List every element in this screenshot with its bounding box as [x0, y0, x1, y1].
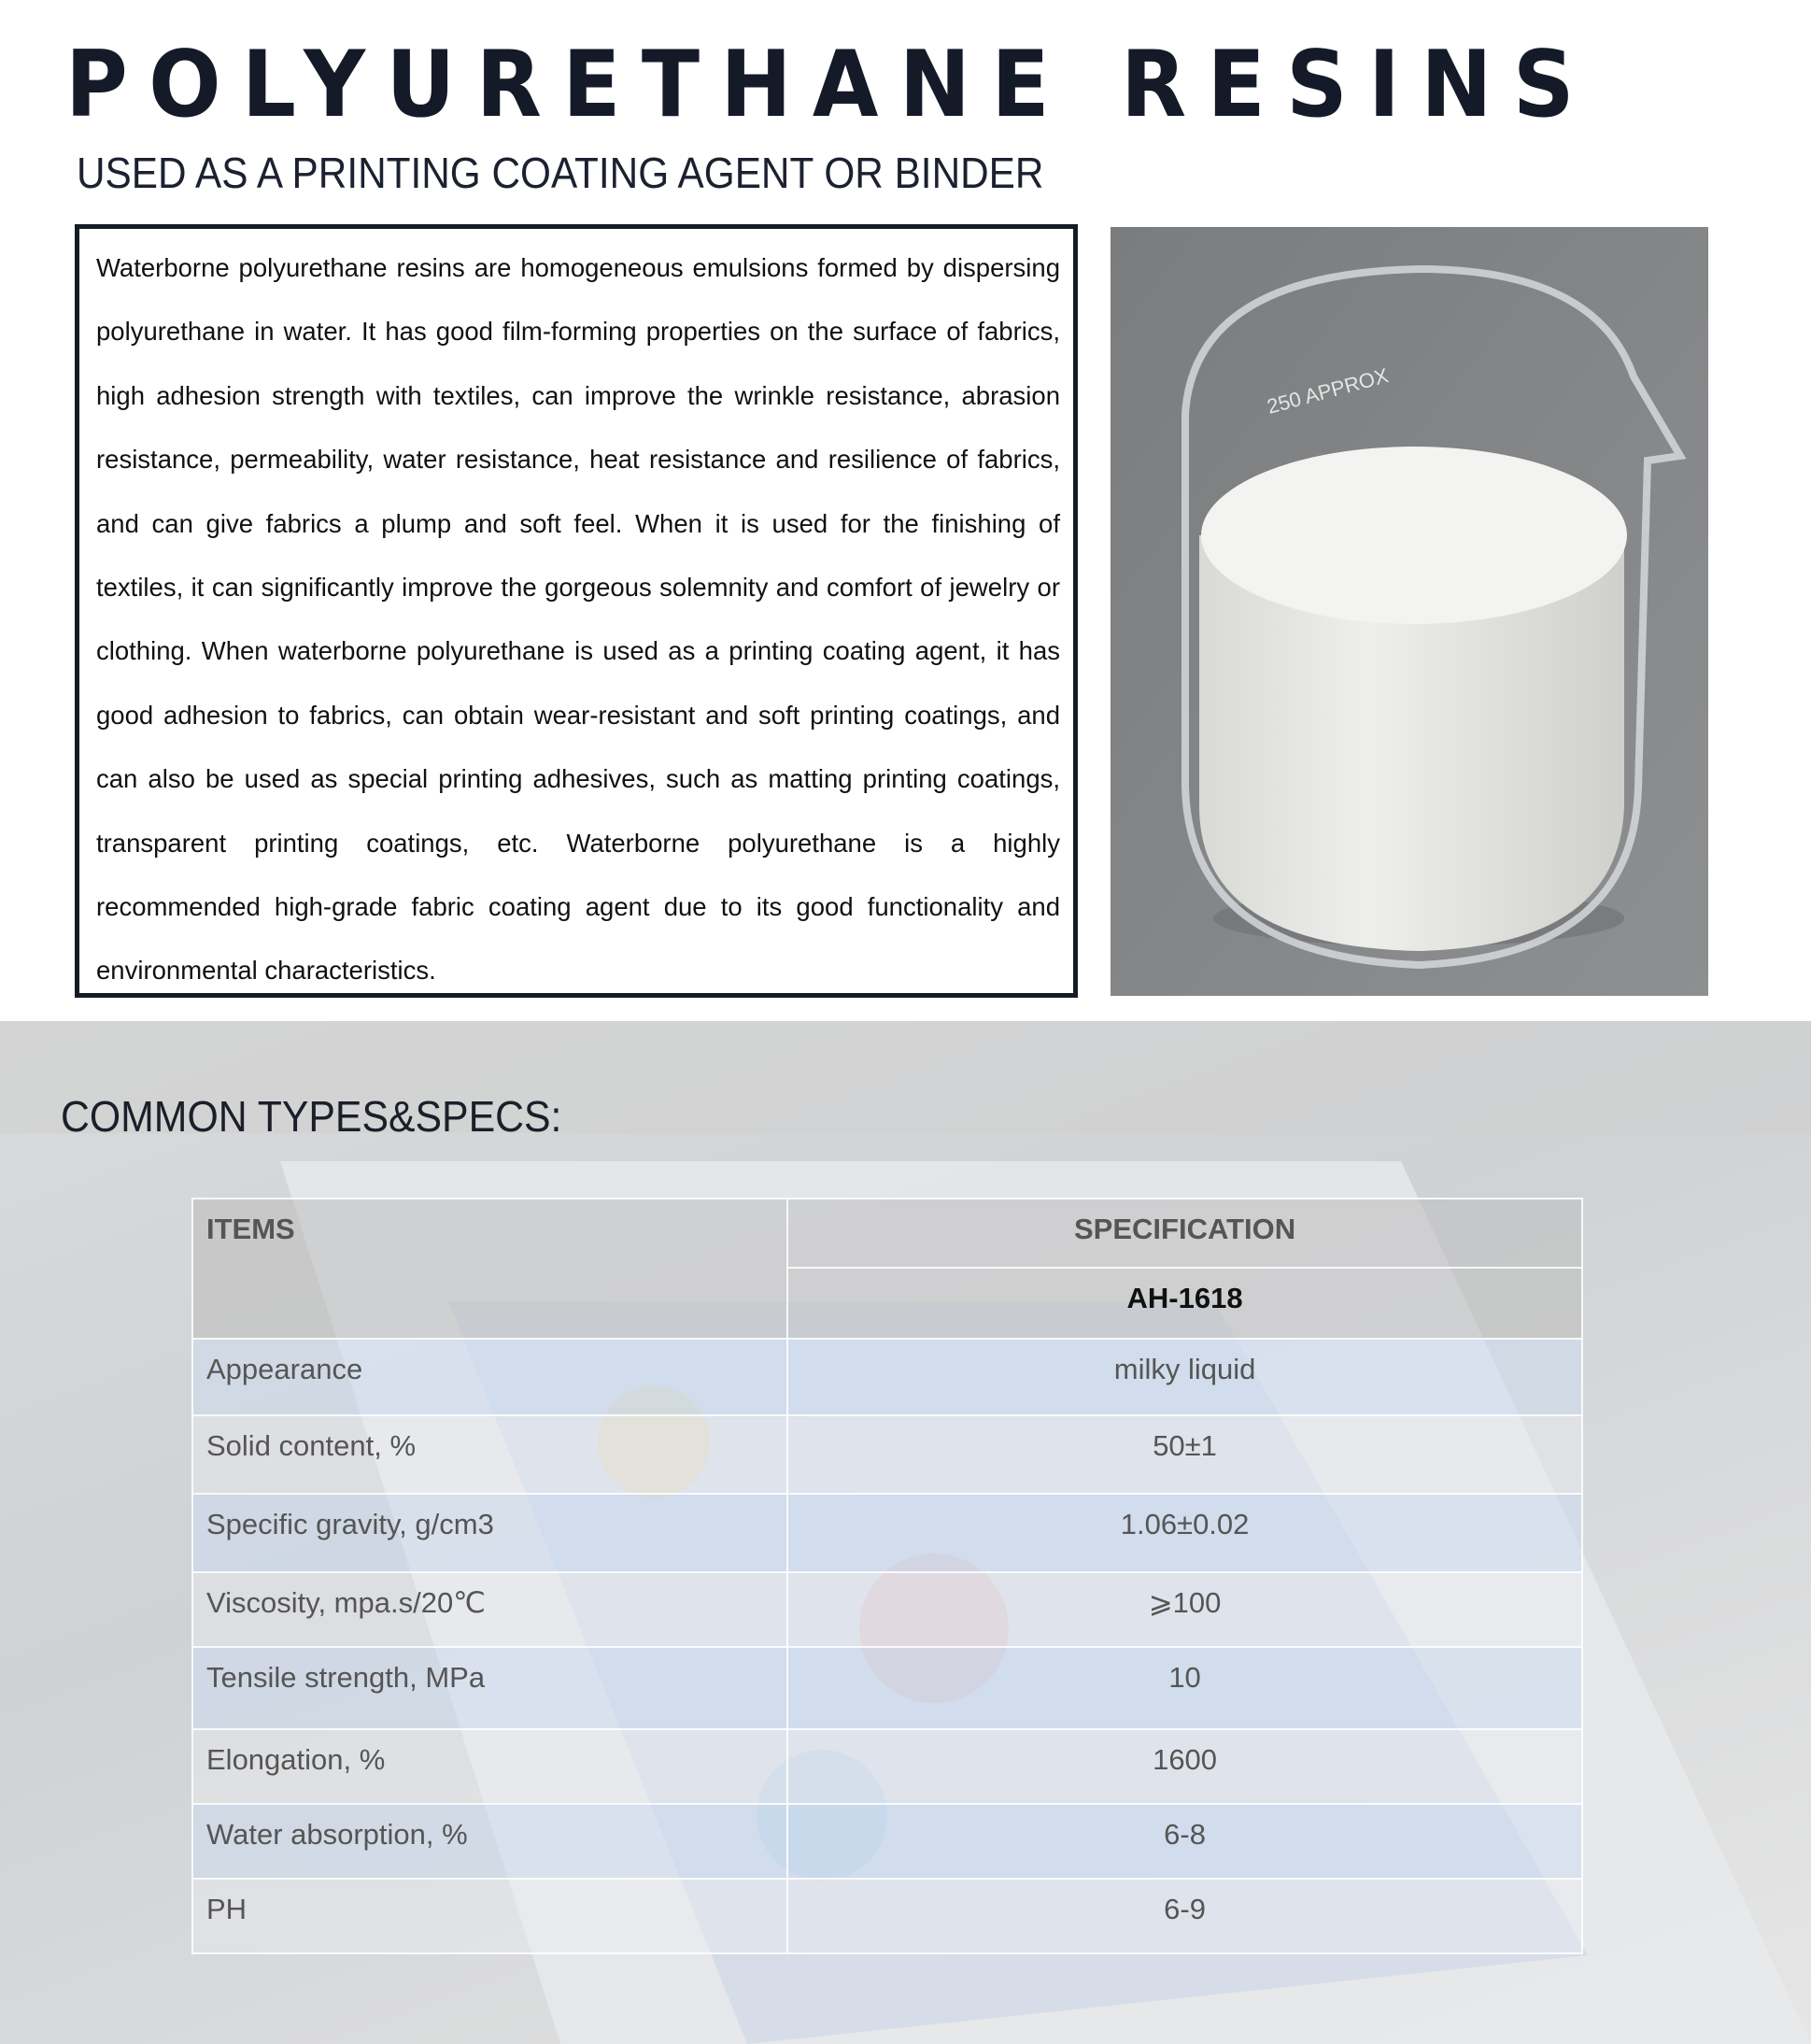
item-value: 1600	[787, 1729, 1582, 1804]
item-value: 50±1	[787, 1415, 1582, 1494]
description-text: Waterborne polyurethane resins are homogeneous emulsions formed by dispersing polyurethane in water. It has good film-forming properties on the surface of fabrics, high adhesion strength with textiles, can improve the wrinkle resistance, abrasion resistance, permeability, water resistance, heat resistance and resilience of fabrics, and can give fabrics a plump and soft feel. When it is used for the finishing of textiles, it can significantly improve the gorgeous solemnity and comfort of jewelry or clothing. When waterborne polyurethane is used as a printing coating agent, it has good adhesion to fabrics, can obtain wear-resistant and soft printing coatings, and can also be used as special printing adhesives, such as matting printing coatings, transparent printing coatings, etc. Waterborne polyurethane is a highly recommended high-grade fabric coating agent due to its good functionality and environmental characteristics.	[96, 253, 1060, 986]
description-box	[75, 224, 1078, 998]
item-label: PH	[192, 1879, 787, 1953]
item-value: ⩾100	[787, 1572, 1582, 1647]
spec-table	[191, 1198, 1583, 1954]
header-items: ITEMS	[192, 1199, 787, 1339]
item-label: Specific gravity, g/cm3	[192, 1494, 787, 1572]
item-value: milky liquid	[787, 1339, 1582, 1415]
item-label: Solid content, %	[192, 1415, 787, 1494]
item-label: Viscosity, mpa.s/20℃	[192, 1572, 787, 1647]
item-label: Water absorption, %	[192, 1804, 787, 1879]
item-label: Elongation, %	[192, 1729, 787, 1804]
table-row	[192, 1494, 1582, 1572]
header-specification: SPECIFICATION	[787, 1199, 1582, 1268]
item-label: Appearance	[192, 1339, 787, 1415]
item-value: 1.06±0.02	[787, 1494, 1582, 1572]
page-title: POLYURETHANE RESINS	[65, 32, 1595, 138]
item-value: 6-9	[787, 1879, 1582, 1953]
table-row	[192, 1804, 1582, 1879]
table-row	[192, 1647, 1582, 1729]
beaker-photo	[1111, 227, 1708, 996]
page-subtitle: USED AS A PRINTING COATING AGENT OR BINDER	[77, 149, 1044, 197]
item-value: 10	[787, 1647, 1582, 1729]
table-row	[192, 1572, 1582, 1647]
table-row	[192, 1415, 1582, 1494]
table-row	[192, 1729, 1582, 1804]
model-name: AH-1618	[787, 1268, 1582, 1339]
item-label: Tensile strength, MPa	[192, 1647, 787, 1729]
table-row	[192, 1339, 1582, 1415]
table-row	[192, 1879, 1582, 1953]
beaker-label: 250 APPROX	[1264, 363, 1392, 419]
specs-heading: COMMON TYPES&SPECS:	[61, 1092, 562, 1141]
item-value: 6-8	[787, 1804, 1582, 1879]
